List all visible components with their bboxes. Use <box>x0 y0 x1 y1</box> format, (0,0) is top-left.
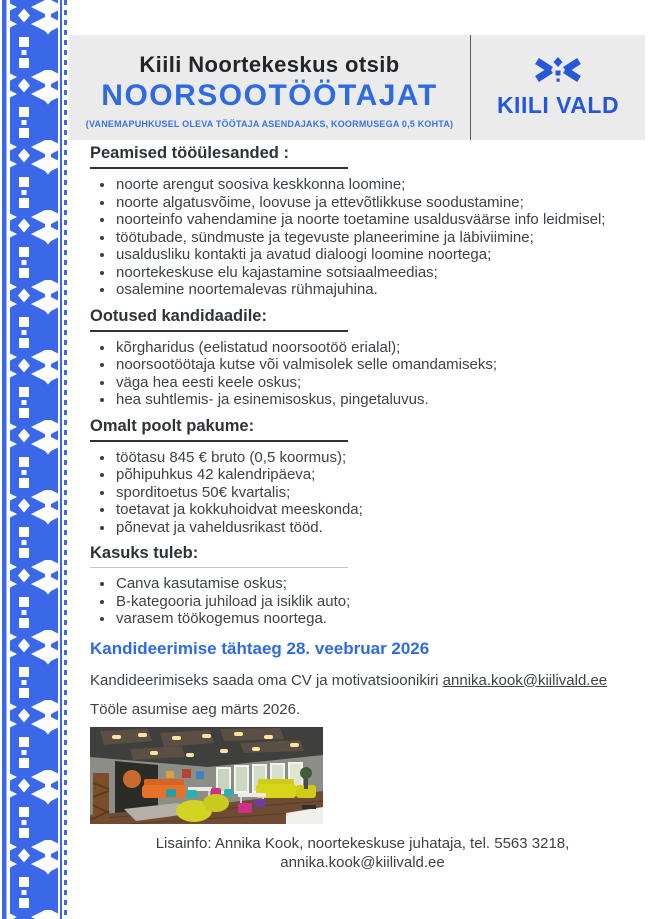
list-item: • põhipuhkus 42 kalendripäeva; <box>115 466 635 484</box>
pretitle: Kiili Noortekeskus otsib <box>139 52 400 77</box>
logo-text: KIILI VALD <box>496 91 620 118</box>
kiili-dragonfly-icon <box>530 57 586 87</box>
section-heading-duties: Peamised tööülesanded : <box>90 144 348 169</box>
application-email-link[interactable]: annika.kook@kiilivald.ee <box>442 671 608 689</box>
section-heading-advantage: Kasuks tuleb: <box>90 544 348 568</box>
expectations-list <box>90 339 635 409</box>
list-item: • töötasu 845 € bruto (0,5 koormus); <box>115 449 635 467</box>
masthead-titles <box>69 35 470 140</box>
main-content <box>69 144 635 872</box>
masthead <box>69 35 645 140</box>
folk-pattern-icon <box>0 0 70 919</box>
list-item: • varasem töökogemus noortega. <box>115 610 635 628</box>
start-date: Tööle asumise aeg märts 2026. <box>90 701 301 718</box>
footer-line1: Lisainfo: Annika Kook, noortekeskuse juhataja, tel. 5563 3218, <box>155 835 570 852</box>
section-heading-offer: Omalt poolt pakume: <box>90 417 348 442</box>
page-title: NOORSOOTÖÖTAJAT <box>101 79 438 112</box>
list-item: • sporditoetus 50€ kvartalis; <box>115 484 635 502</box>
section-heading-expectations: Ootused kandidaadile: <box>90 307 348 332</box>
list-item: • väga hea eesti keele oskus; <box>115 374 635 392</box>
list-item: • noortekeskuse elu kajastamine sotsiaalmeedias; <box>115 264 635 282</box>
subtitle: (VANEMAPUHKUSEL OLEVA TÖÖTAJA ASENDAJAKS, KOORMUSEGA 0,5 KOHTA) <box>85 119 454 129</box>
list-item: • noorsootöötaja kutse või valmisolek selle omandamiseks; <box>115 356 635 374</box>
application-text: Kandideerimiseks saada oma CV ja motivatsioonikiri <box>90 671 439 689</box>
application-instructions <box>90 671 635 692</box>
list-item: • põnevat ja vaheldusrikast tööd. <box>115 519 635 537</box>
folk-pattern-border <box>0 0 70 919</box>
youth-center-photo <box>90 727 323 824</box>
list-item: • Canva kasutamise oskus; <box>115 575 635 593</box>
document-body <box>69 35 645 872</box>
offer-list <box>90 449 635 537</box>
list-item: • B-kategooria juhiload ja isiklik auto; <box>115 593 635 611</box>
list-item: • töötubade, sündmuste ja tegevuste planeerimine ja läbiviimine; <box>115 229 635 247</box>
footer-contact <box>90 835 635 872</box>
footer-line2: annika.kook@kiilivald.ee <box>280 853 445 871</box>
list-item: • noorte algatusvõime, loovuse ja ettevõtlikkuse soodustamine; <box>115 194 635 212</box>
list-item: • usaldusliku kontakti ja avatud dialoogi loomine noortega; <box>115 246 635 264</box>
list-item: • toetavat ja kokkuhoidvat meeskonda; <box>115 501 635 519</box>
duties-list <box>90 176 635 299</box>
municipality-logo <box>471 35 645 140</box>
advantage-list <box>90 575 635 628</box>
list-item: • osalemine noortemalevas rühmajuhina. <box>115 281 635 299</box>
application-deadline: Kandideerimise tähtaeg 28. veebruar 2026 <box>90 638 430 658</box>
list-item: • noorteinfo vahendamine ja noorte toetamine usaldusväärse info leidmisel; <box>115 211 635 229</box>
list-item: • kõrgharidus (eelistatud noorsootöö erialal); <box>115 339 635 357</box>
list-item: • hea suhtlemis- ja esinemisoskus, pingetaluvus. <box>115 391 635 409</box>
list-item: • noorte arengut soosiva keskkonna loomine; <box>115 176 635 194</box>
